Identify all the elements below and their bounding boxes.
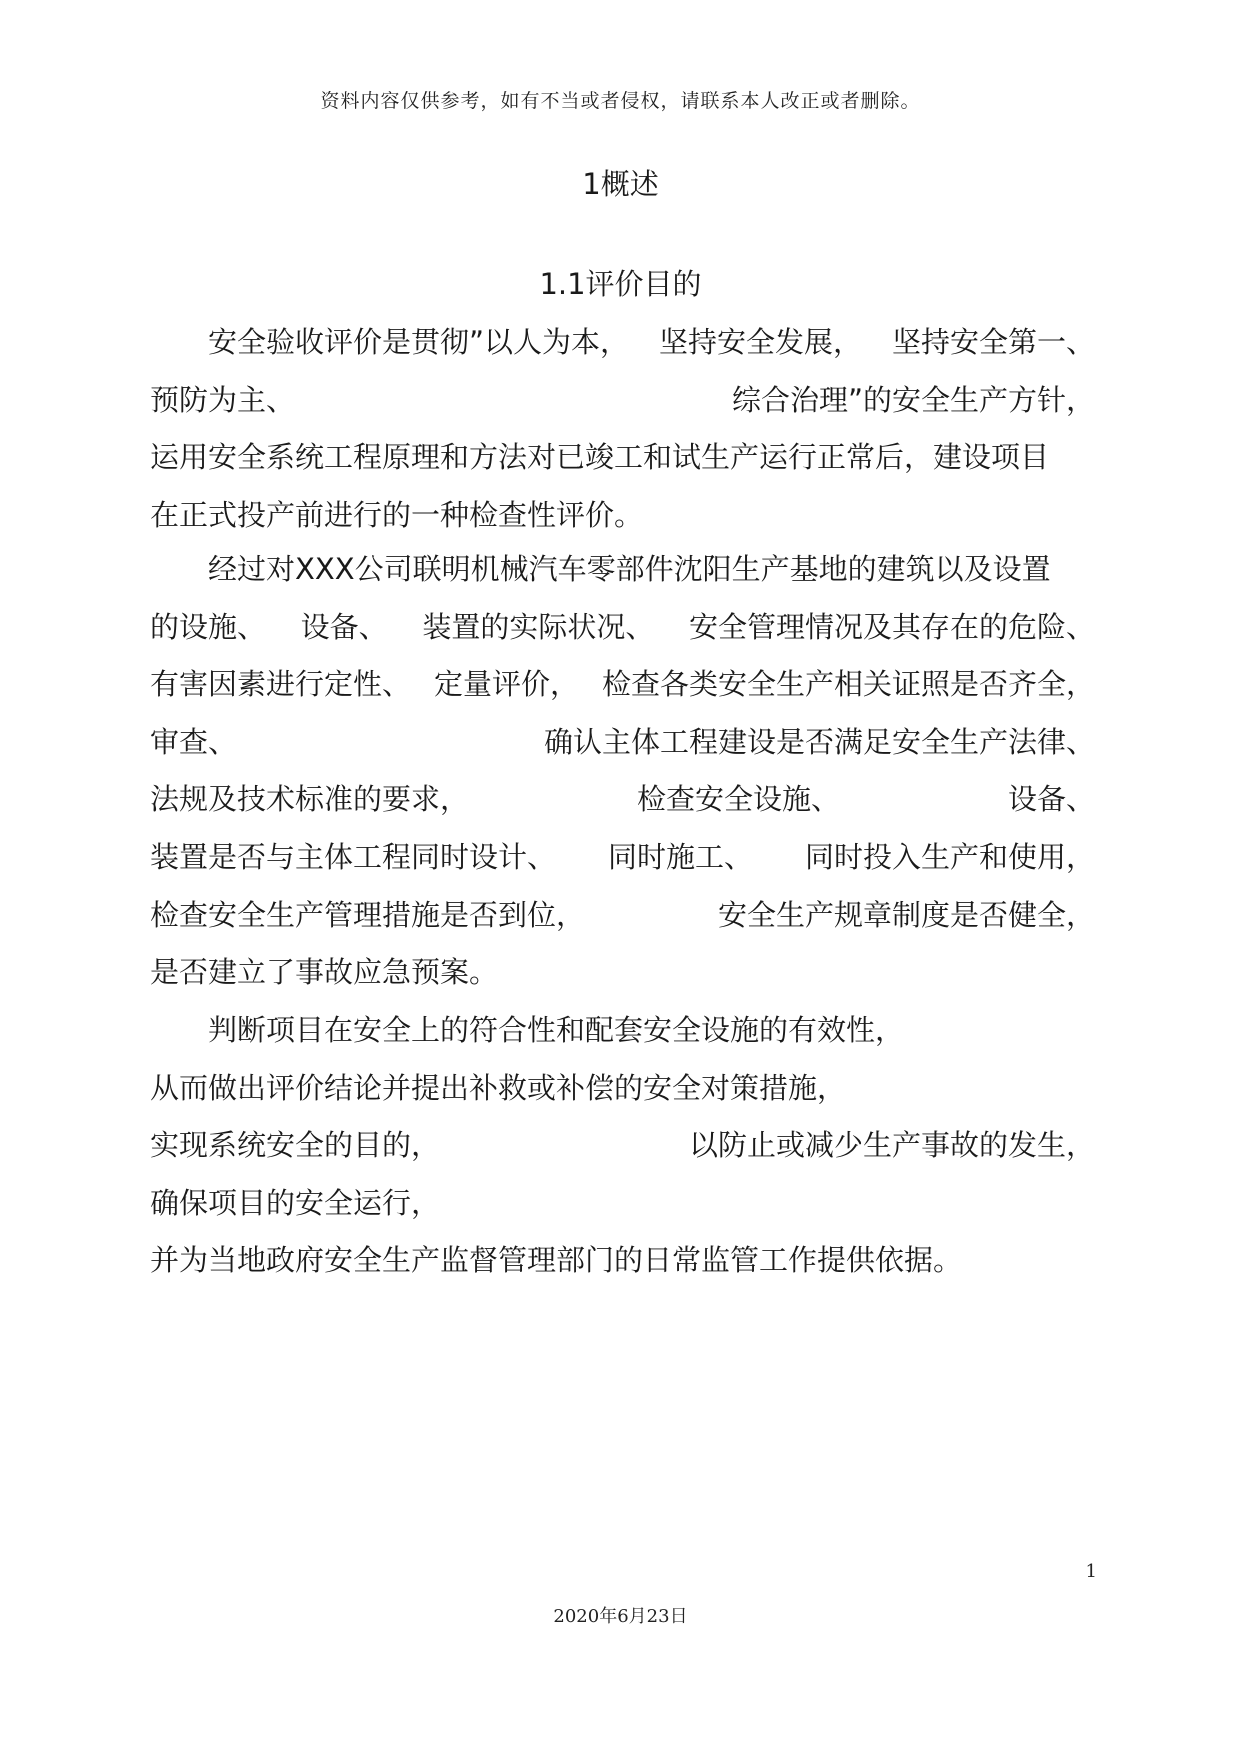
text-segment: 同时施工、: [607, 840, 753, 874]
text-segment: 检查安全生产管理措施是否到位，: [150, 897, 586, 932]
text-segment: 确保项目的安全运行，: [150, 1185, 441, 1220]
text-segment: 是否建立了事故应急预案。: [150, 955, 499, 990]
paragraph-line: [150, 1240, 962, 1280]
paragraph-line: [150, 549, 1051, 589]
paragraph-line: [150, 779, 1095, 819]
text-segment: 并为当地政府安全生产监督管理部门的日常监管工作提供依据。: [150, 1243, 963, 1278]
text-segment: 有害因素进行定性、: [150, 667, 412, 702]
footer-date: 2020年6月23日: [553, 1606, 688, 1627]
paragraph-line: [150, 437, 1049, 477]
text-segment: 坚持安全发展，: [659, 325, 863, 359]
section-subtitle: 1.1评价目的: [539, 267, 702, 301]
paragraph-line: [150, 322, 1095, 362]
section-title: 1概述: [582, 167, 659, 201]
paragraph-line: [150, 1068, 846, 1108]
text-segment: 同时投入生产和使用，: [804, 840, 1095, 874]
text-segment: 实现系统安全的目的，: [150, 1128, 441, 1163]
text-segment: 检查安全设施、: [636, 782, 840, 817]
text-segment: 设备、: [1007, 782, 1095, 817]
paragraph-line: [150, 1010, 904, 1050]
text-segment: 坚持安全第一、: [891, 325, 1095, 359]
text-segment: 运用安全系统工程原理和方法对已竣工和试生产运行正常后，建设项目: [150, 440, 1050, 475]
text-segment: 安全验收评价是贯彻”以人为本，: [208, 325, 630, 359]
text-segment: 综合治理”的安全生产方针，: [731, 382, 1095, 417]
paragraph-line: [150, 837, 1095, 877]
text-segment: 设备、: [300, 609, 388, 644]
document-body: [150, 0, 1095, 1754]
text-segment: 安全管理情况及其存在的危险、: [688, 609, 1095, 644]
text-segment: 审查、: [150, 724, 238, 759]
text-segment: 安全生产规章制度是否健全，: [717, 897, 1095, 932]
text-segment: 经过对XXX公司联明机械汽车零部件沈阳生产基地的建筑以及设置: [208, 552, 1051, 586]
text-segment: 确认主体工程建设是否满足安全生产法律、: [543, 724, 1095, 759]
paragraph-line: [150, 380, 1095, 420]
text-segment: 装置的实际状况、: [422, 609, 655, 644]
paragraph-line: [150, 952, 498, 992]
text-segment: 的设施、: [150, 609, 267, 644]
text-segment: 在正式投产前进行的一种检查性评价。: [150, 497, 644, 532]
paragraph-line: [150, 664, 1095, 704]
text-segment: 以防止或减少生产事故的发生，: [688, 1128, 1095, 1163]
text-segment: 判断项目在安全上的符合性和配套安全设施的有效性，: [208, 1013, 905, 1047]
text-segment: 装置是否与主体工程同时设计、: [150, 840, 557, 874]
paragraph-line: [150, 1183, 440, 1223]
paragraph-line: [150, 1125, 1095, 1165]
paragraph-line: [150, 495, 643, 535]
text-segment: 定量评价，: [433, 667, 579, 702]
text-segment: 检查各类安全生产相关证照是否齐全，: [601, 667, 1095, 702]
text-segment: 从而做出评价结论并提出补救或补偿的安全对策措施，: [150, 1070, 847, 1105]
disclaimer-header: 资料内容仅供参考，如有不当或者侵权，请联系本人改正或者删除。: [320, 90, 921, 112]
text-segment: 预防为主、: [150, 382, 296, 417]
page-number: 1: [1085, 1561, 1097, 1582]
paragraph-line: [150, 607, 1095, 647]
text-segment: 法规及技术标准的要求，: [150, 782, 470, 817]
paragraph-line: [150, 895, 1095, 935]
paragraph-line: [150, 722, 1095, 762]
